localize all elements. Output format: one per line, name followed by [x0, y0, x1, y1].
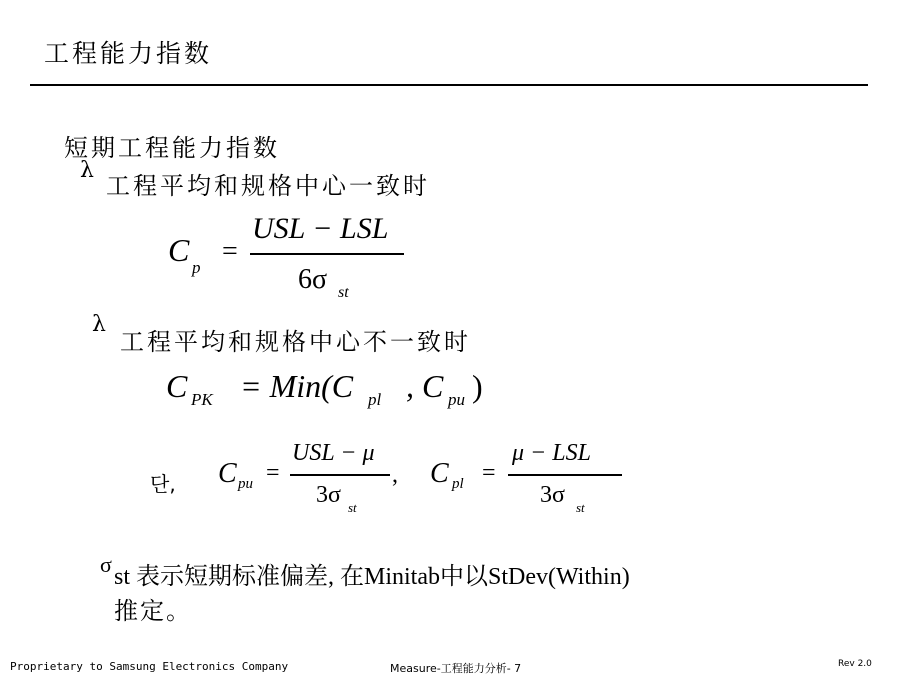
cpu-numerator: USL − μ	[292, 440, 375, 466]
bullet-text-centered: 工程平均和规格中心一致时	[106, 172, 430, 200]
footer-proprietary: Proprietary to Samsung Electronics Company	[10, 660, 289, 673]
cpl-fraction-bar	[508, 474, 622, 476]
cp-lhs-sub: p	[192, 258, 201, 277]
footer-revision: Rev 2.0	[838, 659, 872, 669]
footer-page-label: Measure-工程能力分析- 7	[390, 662, 522, 675]
cpl-numerator: μ − LSL	[512, 440, 591, 466]
cp-fraction-bar	[250, 253, 404, 255]
title-divider	[30, 84, 868, 86]
cpu-lhs: C	[218, 458, 237, 489]
formula-cpu-cpl	[150, 436, 650, 526]
cpl-equals: =	[482, 460, 496, 486]
cpu-denominator-sub: st	[348, 500, 357, 515]
section-heading: 短期工程能力指数	[64, 134, 280, 162]
cp-lhs: C	[168, 232, 190, 268]
cpl-lhs-sub: pl	[452, 476, 464, 492]
bullet-text-offcenter: 工程平均和规格中心不一致时	[120, 328, 471, 356]
cpk-close-paren: )	[472, 368, 483, 404]
sigma-note-line2: 推定。	[114, 597, 192, 625]
cpl-denominator-sub: st	[576, 500, 585, 515]
formula-separator: ,	[392, 462, 398, 488]
cp-denominator-sub: st	[338, 284, 349, 301]
sigma-symbol: σ	[100, 552, 112, 577]
note-prefix: 단,	[150, 472, 176, 496]
cpk-min: = Min(C	[240, 368, 354, 404]
bullet-lambda-icon: λ	[80, 158, 94, 183]
cpk-lhs-sub: PK	[191, 390, 213, 409]
bullet-lambda-icon: λ	[92, 312, 106, 337]
sigma-note-line1: st 表示短期标准偏差, 在Minitab中以StDev(Within)	[114, 564, 630, 590]
cpu-denominator: 3σ	[316, 482, 341, 508]
cpu-fraction-bar	[290, 474, 390, 476]
cp-numerator: USL − LSL	[252, 212, 389, 245]
cpk-lhs: C	[166, 368, 188, 404]
formula-cp	[160, 210, 420, 310]
cpk-comma-c: , C	[406, 368, 444, 404]
cp-denominator: 6σ	[298, 264, 328, 295]
cpk-sub-pu: pu	[448, 390, 465, 409]
cpk-sub-pl: pl	[368, 390, 382, 409]
cp-equals: =	[222, 236, 238, 267]
cpu-equals: =	[266, 460, 280, 486]
slide-title: 工程能力指数	[44, 39, 213, 68]
cpl-lhs: C	[430, 458, 449, 489]
formula-cpk	[166, 366, 506, 416]
cpl-denominator: 3σ	[540, 482, 565, 508]
cpu-lhs-sub: pu	[238, 476, 253, 492]
